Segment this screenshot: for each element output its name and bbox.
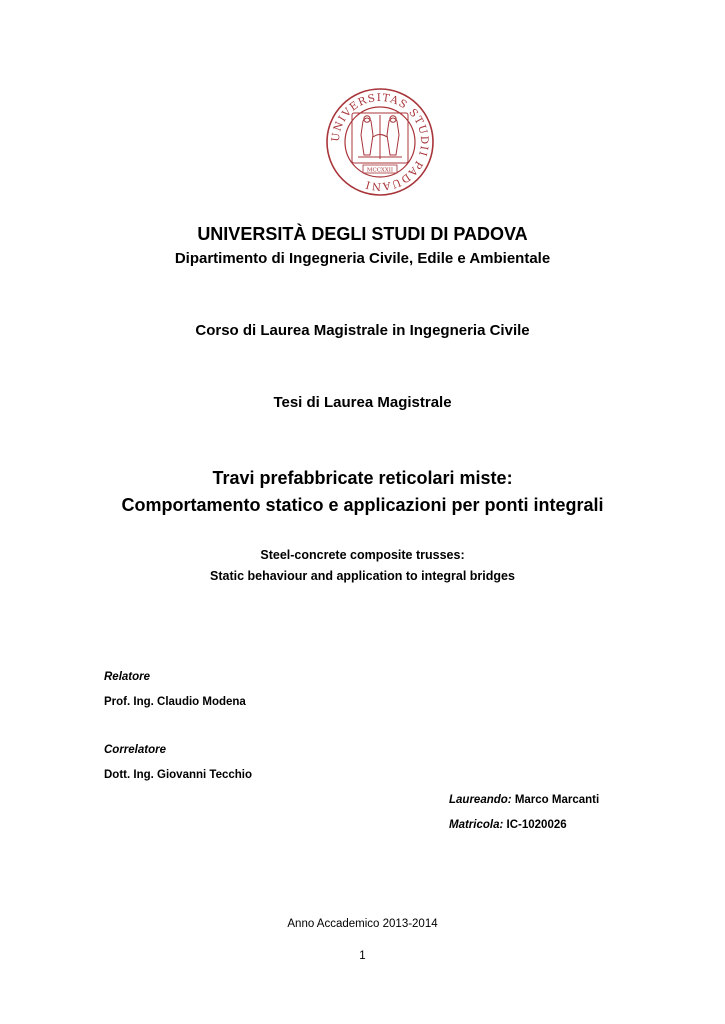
department-name: Dipartimento di Ingegneria Civile, Edile e Ambientale <box>174 250 551 267</box>
academic-year: Anno Accademico 2013-2014 <box>287 918 438 930</box>
thesis-subtitle-line-2: Static behaviour and application to integral bridges <box>210 569 515 583</box>
seal-year: MCCXXII <box>366 167 394 174</box>
relatore-label: Relatore <box>104 671 151 683</box>
thesis-type: Tesi di Laurea Magistrale <box>273 394 452 411</box>
correlatore-name: Dott. Ing. Giovanni Tecchio <box>104 769 253 781</box>
degree-course: Corso di Laurea Magistrale in Ingegneria Civile <box>195 322 530 339</box>
matricola-value: IC-1020026 <box>506 819 567 831</box>
laureando-label: Laureando: <box>449 794 512 806</box>
thesis-title-line-2: Comportamento statico e applicazioni per ponti integrali <box>121 495 604 515</box>
matricola-label: Matricola: <box>449 819 504 831</box>
correlatore-label: Correlatore <box>104 744 166 756</box>
seal-legend: UNIVERSITAS STUDII PADUANI <box>329 91 431 193</box>
matricola-row <box>449 819 567 831</box>
thesis-subtitle-line-1: Steel-concrete composite trusses: <box>260 548 465 562</box>
relatore-name: Prof. Ing. Claudio Modena <box>104 696 246 708</box>
university-seal-logo <box>325 87 435 197</box>
seal-figures <box>352 113 408 163</box>
laureando-name: Marco Marcanti <box>514 794 600 806</box>
thesis-title-line-1: Travi prefabbricate reticolari miste: <box>212 468 513 488</box>
university-name: UNIVERSITÀ DEGLI STUDI DI PADOVA <box>197 224 528 244</box>
page-number: 1 <box>359 950 366 962</box>
laureando-row <box>449 794 599 806</box>
